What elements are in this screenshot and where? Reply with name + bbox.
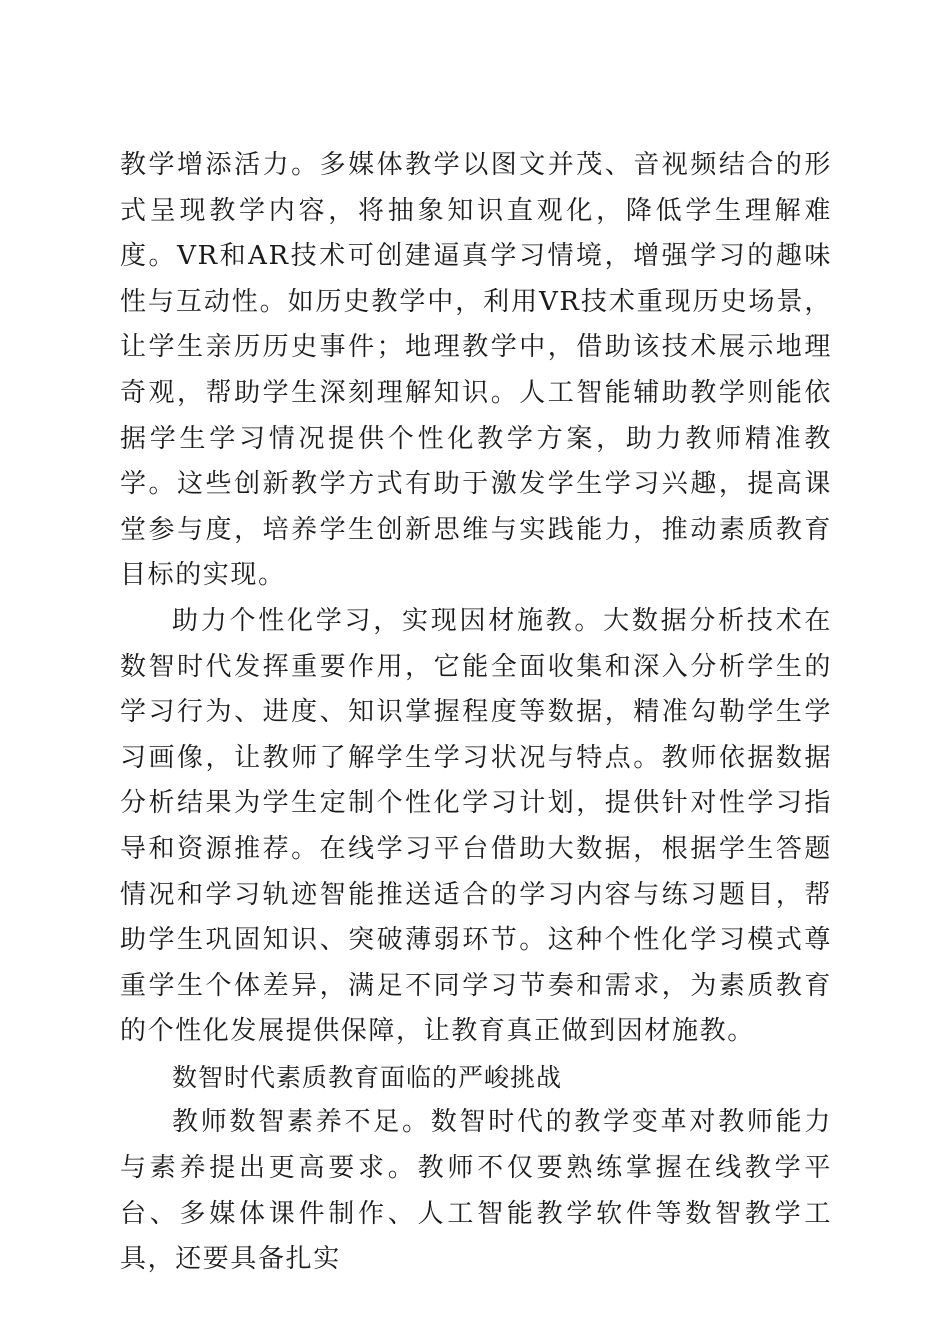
section-heading: 数智时代素质教育面临的严峻挑战 [172, 1062, 563, 1092]
document-body [120, 143, 832, 1283]
paragraph-continuation: 教学增添活力。多媒体教学以图文并茂、音视频结合的形式呈现教学内容，将抽象知识直观化，降低学生理解难度。VR和AR技术可创建逼真学习情境，增强学习的趣味性与互动性。如历史教学中，利用VR技术重现历史场景，让学生亲历历史事件；地理教学中，借助该技术展示地理奇观，帮助学生深刻理解知识。人工智能辅助教学则能依据学生学习情况提供个性化教学方案，助力教师精准教学。这些创新教学方式有助于激发学生学习兴趣，提高课堂参与度，培养学生创新思维与实践能力，推动素质教育目标的实现。 [120, 150, 832, 591]
paragraph-personalized-learning: 助力个性化学习，实现因材施教。大数据分析技术在数智时代发挥重要作用，它能全面收集和深入分析学生的学习行为、进度、知识掌握程度等数据，精准勾勒学生学习画像，让教师了解学生学习状况与特点。教师依据数据分析结果为学生定制个性化学习计划，提供针对性学习指导和资源推荐。在线学习平台借助大数据，根据学生答题情况和学习轨迹智能推送适合的学习内容与练习题目，帮助学生巩固知识、突破薄弱环节。这种个性化学习模式尊重学生个体差异，满足不同学习节奏和需求，为素质教育的个性化发展提供保障，让教育真正做到因材施教。 [120, 605, 832, 1047]
paragraph-teacher-literacy: 教师数智素养不足。数智时代的教学变革对教师能力与素养提出更高要求。教师不仅要熟练掌握在线教学平台、多媒体课件制作、人工智能教学软件等数智教学工具，还要具备扎实 [120, 1107, 832, 1275]
